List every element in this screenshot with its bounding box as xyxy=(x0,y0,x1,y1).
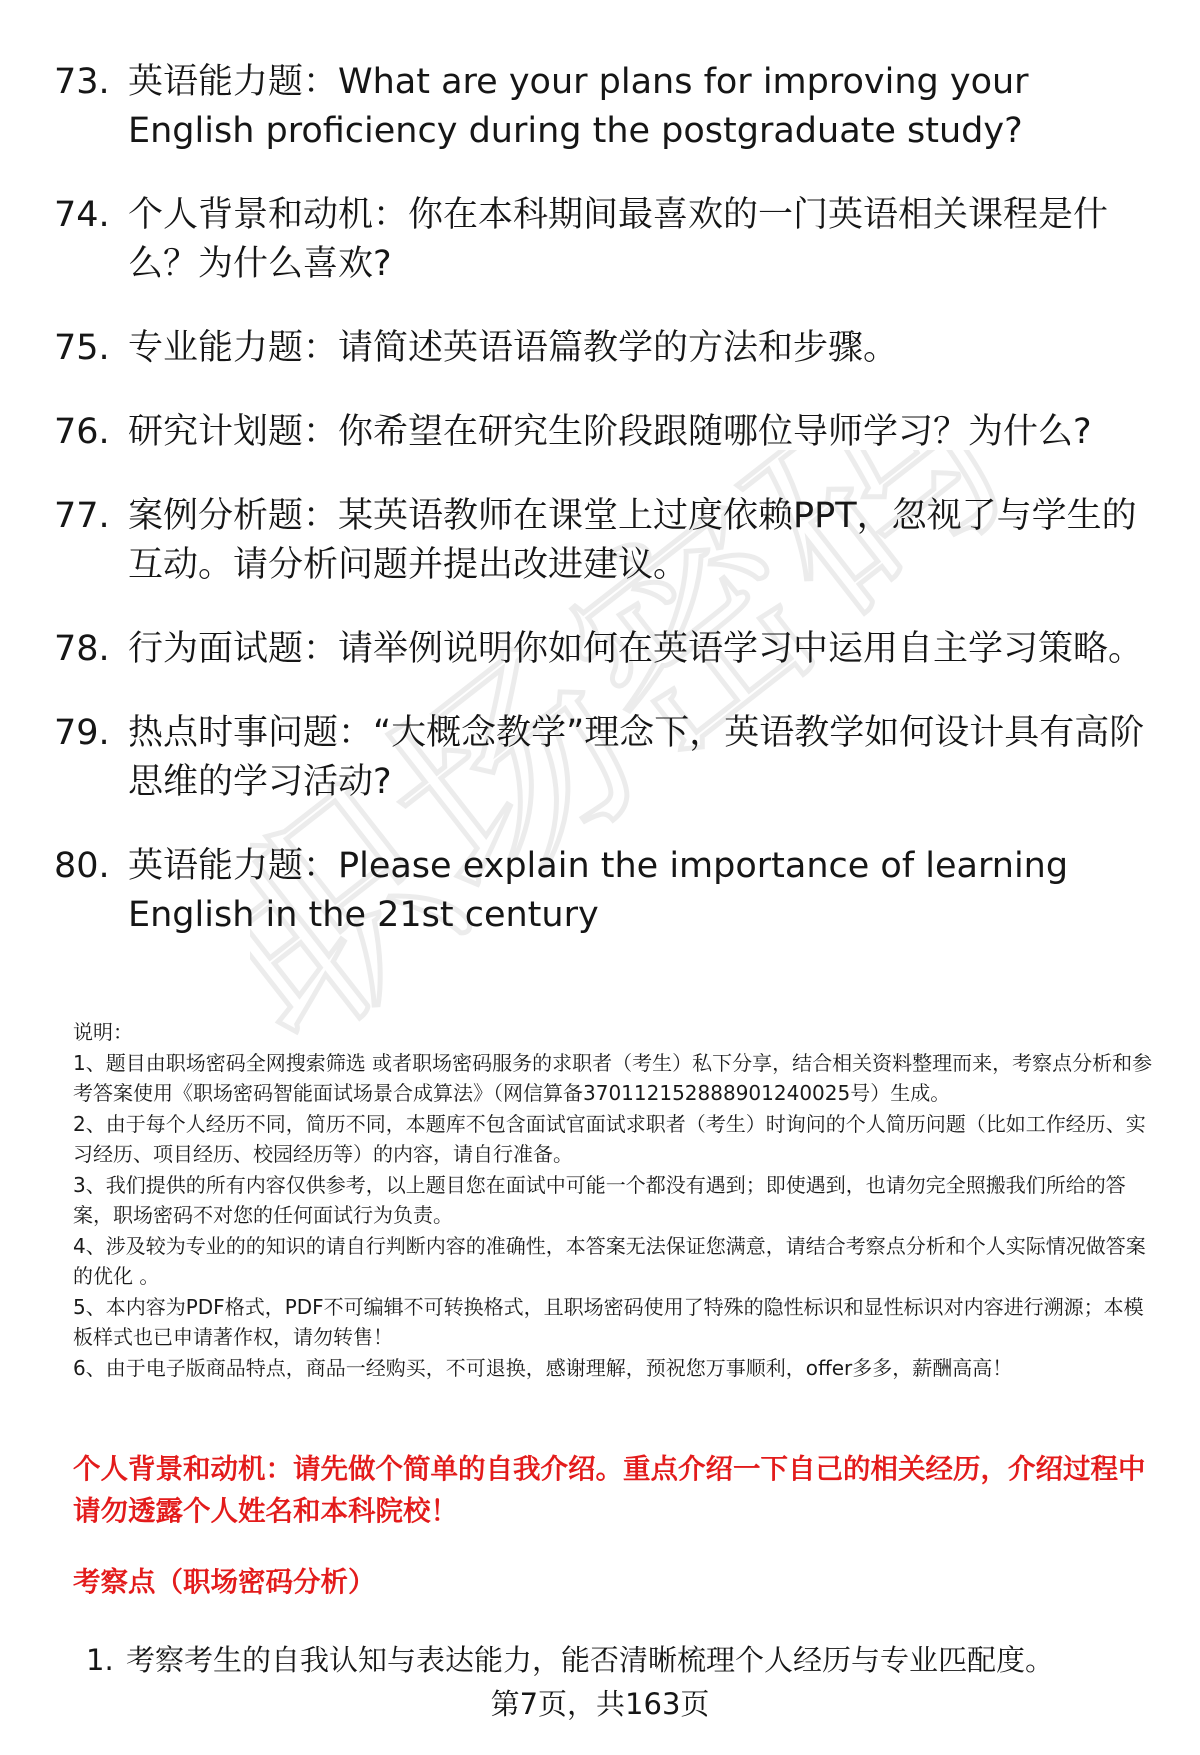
question-item xyxy=(54,842,1154,940)
question-item xyxy=(54,58,1154,156)
notes-section xyxy=(73,1017,1163,1383)
question-number: 79. xyxy=(54,713,110,753)
question-number: 78. xyxy=(54,629,110,669)
analysis-text: 考察考生的自我认知与表达能力，能否清晰梳理个人经历与专业匹配度。 xyxy=(126,1643,1055,1677)
note-item: 1、题目由职场密码全网搜索筛选 或者职场密码服务的求职者（考生）私下分享，结合相关资料整理而来，考察点分析和参考答案使用《职场密码智能面试场景合成算法》（网信算备370112152888901240025号）生成。 xyxy=(73,1050,1153,1105)
question-item xyxy=(54,625,1154,674)
question-text: 英语能力题：Please explain the importance of learning English in the 21st century xyxy=(128,846,1069,935)
question-item xyxy=(54,324,1154,373)
question-text: 热点时事问题：“大概念教学”理念下，英语教学如何设计具有高阶思维的学习活动? xyxy=(128,713,1145,802)
question-number: 73. xyxy=(54,62,110,102)
note-item: 4、涉及较为专业的的知识的请自行判断内容的准确性，本答案无法保证您满意，请结合考察点分析和个人实际情况做答案的优化 。 xyxy=(73,1233,1146,1288)
question-number: 76. xyxy=(54,412,110,452)
question-item xyxy=(54,492,1154,590)
question-text: 行为面试题：请举例说明你如何在英语学习中运用自主学习策略。 xyxy=(128,629,1144,669)
question-text: 个人背景和动机：你在本科期间最喜欢的一门英语相关课程是什么？为什么喜欢? xyxy=(128,195,1109,284)
question-list xyxy=(54,58,1154,975)
question-text: 研究计划题：你希望在研究生阶段跟随哪位导师学习？为什么? xyxy=(128,412,1092,452)
question-number: 80. xyxy=(54,846,110,886)
question-text: 英语能力题：What are your plans for improving your English proficiency during the postgraduate study? xyxy=(128,62,1029,151)
watermark-text: 职场密码 xyxy=(250,450,1049,1090)
question-number: 74. xyxy=(54,195,110,235)
question-item xyxy=(54,709,1154,807)
question-item xyxy=(54,408,1154,457)
question-number: 75. xyxy=(54,328,110,368)
analysis-number: 1. xyxy=(86,1643,114,1677)
question-item xyxy=(54,191,1154,289)
note-item: 5、本内容为PDF格式，PDF不可编辑不可转换格式，且职场密码使用了特殊的隐性标识和显性标识对内容进行溯源；本模板样式也已申请著作权，请勿转售！ xyxy=(73,1294,1144,1349)
note-item: 6、由于电子版商品特点，商品一经购买，不可退换，感谢理解，预祝您万事顺利，offer多多，薪酬高高！ xyxy=(73,1355,1013,1380)
note-item: 2、由于每个人经历不同，简历不同，本题库不包含面试官面试求职者（考生）时询问的个人简历问题（比如工作经历、实习经历、项目经历、校园经历等）的内容，请自行准备。 xyxy=(73,1111,1146,1166)
question-text: 专业能力题：请简述英语语篇教学的方法和步骤。 xyxy=(128,328,899,368)
analysis-item xyxy=(86,1640,1054,1680)
note-item: 3、我们提供的所有内容仅供参考，以上题目您在面试中可能一个都没有遇到；即使遇到，也请勿完全照搬我们所给的答案，职场密码不对您的任何面试行为负责。 xyxy=(73,1172,1126,1227)
notes-title: 说明： xyxy=(73,1020,133,1044)
page-footer: 第7页，共163页 xyxy=(490,1687,710,1721)
analysis-heading: 考察点（职场密码分析） xyxy=(73,1566,376,1598)
question-text: 案例分析题：某英语教师在课堂上过度依赖PPT，忽视了与学生的互动。请分析问题并提出改进建议。 xyxy=(128,496,1137,585)
question-number: 77. xyxy=(54,496,110,536)
featured-question: 个人背景和动机：请先做个简单的自我介绍。重点介绍一下自己的相关经历，介绍过程中请勿透露个人姓名和本科院校！ xyxy=(73,1453,1146,1527)
